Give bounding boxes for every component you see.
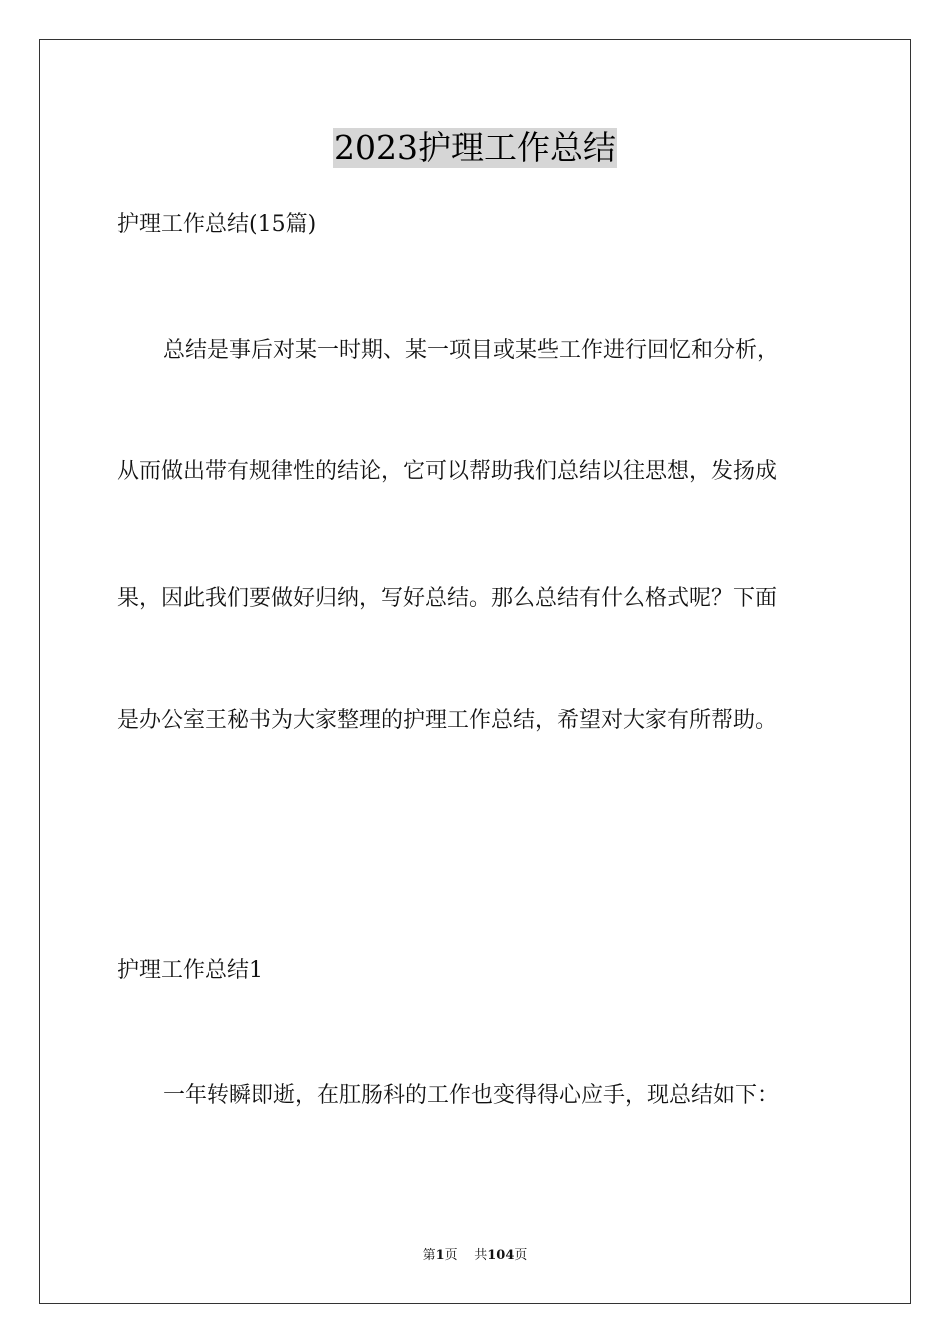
intro-line-2: 从而做出带有规律性的结论，它可以帮助我们总结以往思想，发扬成 <box>117 459 778 484</box>
footer-page-number: 1 <box>435 1248 445 1263</box>
section-first-line: 一年转瞬即逝，在肛肠科的工作也变得得心应手，现总结如下： <box>163 1083 780 1108</box>
intro-line-3: 果，因此我们要做好归纳，写好总结。那么总结有什么格式呢？下面 <box>117 586 778 611</box>
footer-total-pages: 104 <box>487 1248 515 1263</box>
footer-total-suffix: 页 <box>514 1248 528 1263</box>
title-container <box>0 128 950 168</box>
footer-total-prefix: 共 <box>474 1248 488 1263</box>
intro-line-4: 是办公室王秘书为大家整理的护理工作总结，希望对大家有所帮助。 <box>117 708 778 733</box>
document-subtitle: 护理工作总结(15篇) <box>117 212 317 237</box>
footer-page-suffix: 页 <box>444 1248 458 1263</box>
section-heading: 护理工作总结1 <box>117 958 263 983</box>
footer-page-prefix: 第 <box>422 1248 436 1263</box>
intro-line-1: 总结是事后对某一时期、某一项目或某些工作进行回忆和分析， <box>163 338 780 363</box>
document-title: 2023护理工作总结 <box>334 128 616 167</box>
page-footer <box>0 1247 950 1265</box>
